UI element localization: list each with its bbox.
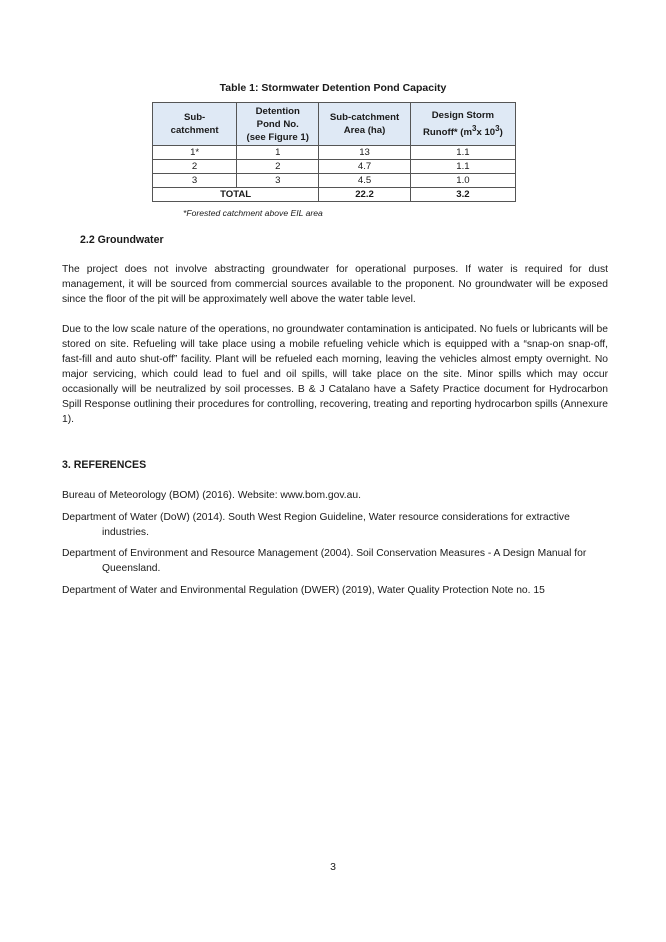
groundwater-paragraph-1: The project does not involve abstracting groundwater for operational purposes. If water is required for dust management, it will be sourced from commercial sources available to the proponent. No groundwater will be exposed since the floor of the pit will be approximately well above the water table level.: [62, 264, 608, 305]
groundwater-heading: 2.2 Groundwater: [80, 234, 164, 246]
cell-runoff: 1.1: [410, 146, 515, 160]
reference-item: Department of Environment and Resource Management (2004). Soil Conservation Measures - A Design Manual for Queensland.: [62, 548, 587, 574]
table-title: Table 1: Stormwater Detention Pond Capacity: [219, 82, 447, 94]
table-row: [153, 146, 516, 160]
page-number: 3: [330, 861, 336, 873]
cell-subcatchment: 1*: [153, 146, 237, 160]
cell-runoff: 1.0: [410, 174, 515, 188]
cell-area: 4.5: [319, 174, 411, 188]
cell-total-label: TOTAL: [153, 188, 319, 202]
header-runoff: Design Storm Runoff* ($m^3x$ $10^3$): [410, 103, 515, 146]
cell-subcatchment: 2: [153, 160, 237, 174]
cell-pond: 2: [237, 160, 319, 174]
table-footnote: *Forested catchment above EIL area: [183, 208, 323, 218]
table-header-row: [153, 103, 516, 146]
cell-pond: 3: [237, 174, 319, 188]
groundwater-paragraph-2: Due to the low scale nature of the operations, no groundwater contamination is anticipated. No fuels or lubricants will be stored on site. Refueling will take place using a mobile refueling vehicle which is equipped with a “snap-on snap-off, fast-fill and auto shut-off” facility. Plant will be refueled each morning, leaving the vehicles almost empty overnight. No major servicing, which could lead to fuel and oil spills, will take place on the site. Minor spills which may occur occasionally will be neutralized by soil processes. B & J Catalano have a Safety Practice document for Hydrocarbon Spill Response outlining their procedures for controlling, recovering, treating and reporting hydrocarbon spills (Annexure 1).: [62, 324, 608, 425]
table-row: [153, 160, 516, 174]
reference-item: Department of Water and Environmental Regulation (DWER) (2019), Water Quality Protection Note no. 15: [62, 585, 545, 596]
table-row: [153, 174, 516, 188]
cell-area: 4.7: [319, 160, 411, 174]
cell-pond: 1: [237, 146, 319, 160]
header-subcatchment: Sub- catchment: [153, 103, 237, 146]
cell-runoff: 1.1: [410, 160, 515, 174]
header-pond-no: Detention Pond No. (see Figure 1): [237, 103, 319, 146]
table-total-row: [153, 188, 516, 202]
cell-total-runoff: 3.2: [410, 188, 515, 202]
cell-total-area: 22.2: [319, 188, 411, 202]
header-area: Sub-catchment Area (ha): [319, 103, 411, 146]
reference-item: Bureau of Meteorology (BOM) (2016). Website: www.bom.gov.au.: [62, 490, 361, 501]
detention-pond-table: [152, 102, 516, 202]
references-heading: 3. REFERENCES: [62, 459, 147, 471]
reference-item: Department of Water (DoW) (2014). South West Region Guideline, Water resource considerations for extractive industries.: [62, 512, 570, 538]
cell-subcatchment: 3: [153, 174, 237, 188]
cell-area: 13: [319, 146, 411, 160]
